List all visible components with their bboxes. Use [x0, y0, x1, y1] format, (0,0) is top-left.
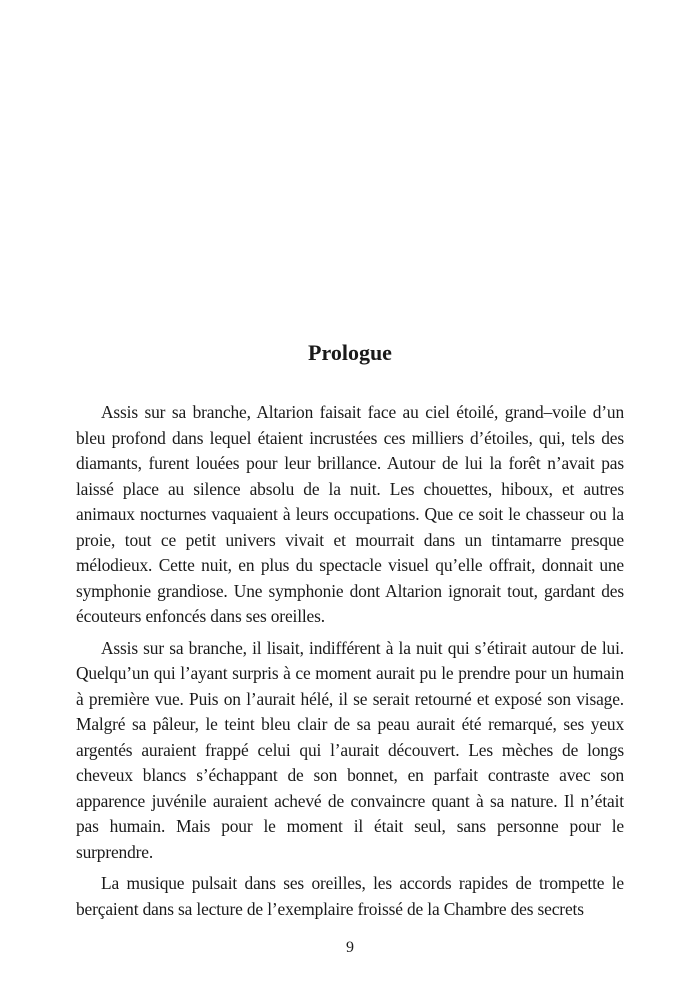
page-number: 9: [346, 939, 354, 956]
paragraph: La musique pulsait dans ses oreilles, les accords rapides de trompette le berçaient dans sa lecture de l’exemplaire froissé de la Chambre des secrets: [76, 873, 624, 919]
paragraph: Assis sur sa branche, Altarion faisait face au ciel étoilé, grand–voile d’un bleu profond dans lequel étaient incrustées ces milliers d’étoiles, qui, tels des diamants, furent louées pour leur brillance. Autour de lui la forêt n’avait pas laissé place au silence absolu de la nuit. Les chouettes, hiboux, et autres animaux nocturnes vaquaient à leurs occupations. Que ce soit le chasseur ou la proie, tout ce petit univers vivait et mourrait dans un tintamarre presque mélodieux. Cette nuit, en plus du spectacle visuel qu’elle offrait, donnait une symphonie grandiose. Une symphonie dont Altarion ignorait tout, gardant des écouteurs enfoncés dans ses oreilles.: [76, 402, 624, 626]
chapter-body: [76, 400, 624, 928]
chapter-title: Prologue: [308, 340, 392, 365]
paragraph: Assis sur sa branche, il lisait, indifférent à la nuit qui s’étirait autour de lui. Quelqu’un qui l’ayant surpris à ce moment aurait pu le prendre pour un humain à première vue. Puis on l’aurait hélé, il se serait retourné et exposé son visage. Malgré sa pâleur, le teint bleu clair de sa peau aurait été remarqué, ses yeux argentés auraient frappé celui qui l’aurait découvert. Les mèches de longs cheveux blancs s’échappant de son bonnet, en parfait contraste avec son apparence juvénile auraient achevé de convaincre quant à sa nature. Il n’était pas humain. Mais pour le moment il était seul, sans personne pour le surprendre.: [76, 637, 624, 862]
